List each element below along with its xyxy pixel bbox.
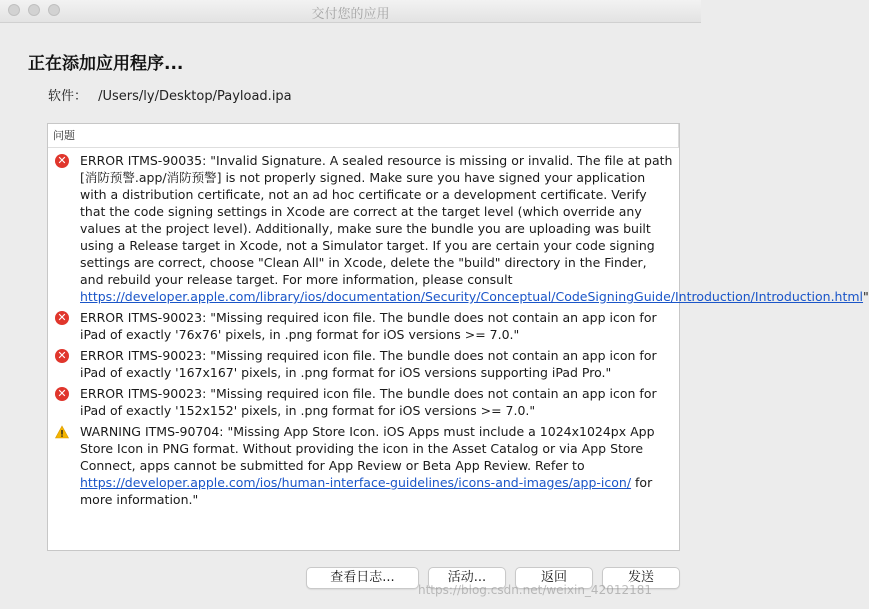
- error-icon: ✕: [55, 387, 69, 401]
- error-icon: ✕: [55, 311, 69, 325]
- watermark: https://blog.csdn.net/weixin_42012181: [418, 583, 653, 597]
- issues-header-label: 问题: [53, 129, 75, 142]
- issue-text: ERROR ITMS-90023: "Missing required icon file. The bundle does not contain an app icon for iPad of exactly '152x152' pixels, in .png format for iOS versions >= 7.0.": [80, 386, 657, 418]
- issue-text: ERROR ITMS-90023: "Missing required icon file. The bundle does not contain an app icon for iPad of exactly '76x76' pixels, in .png format for iOS versions >= 7.0.": [80, 310, 657, 342]
- software-path: /Users/ly/Desktop/Payload.ipa: [98, 89, 292, 104]
- issue-item[interactable]: [48, 309, 679, 343]
- issues-list: [48, 148, 869, 508]
- issue-item[interactable]: [48, 347, 679, 381]
- issue-link[interactable]: https://developer.apple.com/ios/human-interface-guidelines/icons-and-images/app-icon/: [80, 475, 632, 490]
- issue-item[interactable]: [48, 152, 869, 305]
- software-label: 软件：: [48, 89, 88, 104]
- issue-link[interactable]: https://developer.apple.com/library/ios/documentation/Security/Conceptual/CodeSigningGuide/Introduction/Introduction.html: [80, 289, 864, 304]
- back-button[interactable]: 返回: [515, 567, 593, 589]
- issues-panel[interactable]: [47, 123, 869, 551]
- issue-item[interactable]: [48, 385, 679, 419]
- issue-item[interactable]: [48, 423, 679, 508]
- column-divider: [678, 124, 679, 147]
- issue-text: ERROR ITMS-90023: "Missing required icon file. The bundle does not contain an app icon for iPad of exactly '167x167' pixels, in .png format for iOS versions supporting iPad Pro.": [80, 348, 657, 380]
- error-icon: ✕: [55, 349, 69, 363]
- title-bar: [0, 0, 701, 23]
- issue-text: ERROR ITMS-90035: "Invalid Signature. A sealed resource is missing or invalid. The file at path [消防预警.app/消防预警] is not properly signed. Make sure you have signed your application with a distribution certificate, not an ad hoc certificate or a development certificate. Verify that the code signing settings in Xcode are correct at the target level (which override any values at the project level). Additionally, make sure the bundle you are uploading was built using a Release target in Xcode, not a Simulator target. If you are certain your code signing settings are correct, choose "Clean All" in Xcode, delete the "build" directory in the Finder, and rebuild your release target. For more information, please consult: [80, 153, 673, 287]
- view-log-button[interactable]: 查看日志...: [306, 567, 419, 589]
- issue-text: WARNING ITMS-90704: "Missing App Store Icon. iOS Apps must include a 1024x1024px App Store Icon in PNG format. Without providing the icon in the Asset Catalog or via App Store Connect, apps cannot be submitted for App Review or Beta App Review. Refer to: [80, 424, 655, 473]
- window-title: 交付您的应用: [311, 7, 390, 22]
- activity-button[interactable]: 活动...: [428, 567, 506, 589]
- issue-text-after: ": [863, 289, 869, 304]
- error-icon: ✕: [55, 154, 69, 168]
- warning-icon: [55, 425, 69, 439]
- page-title: 正在添加应用程序...: [28, 54, 184, 74]
- software-row: [48, 85, 292, 104]
- send-button[interactable]: 发送: [602, 567, 680, 589]
- issue-text-after: for more information.": [80, 475, 653, 507]
- issues-column-header[interactable]: [48, 124, 679, 148]
